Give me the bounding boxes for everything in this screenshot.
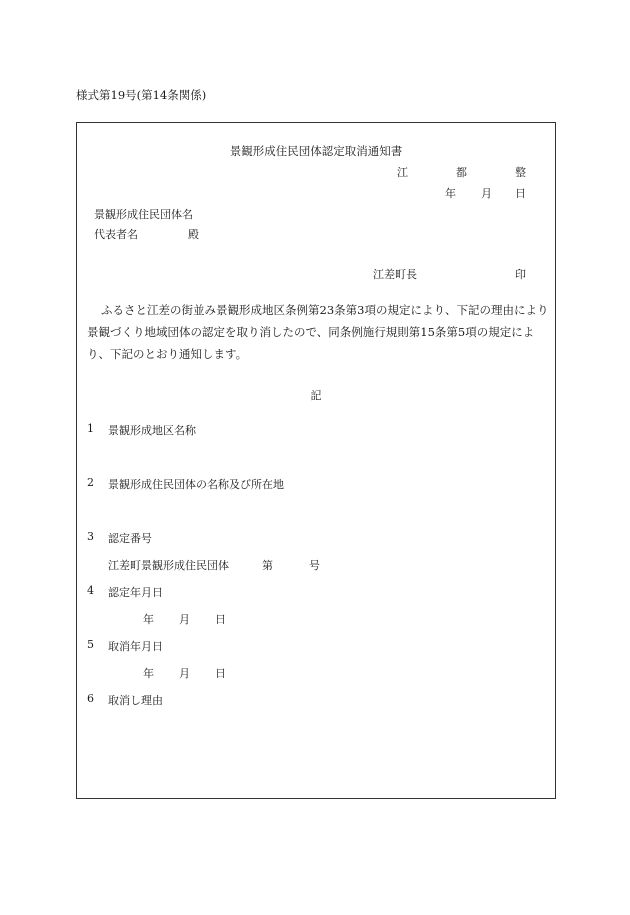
seal-mark: 印 <box>515 268 526 281</box>
item-3-number: 3 <box>87 530 94 543</box>
address-char-1: 江 <box>397 166 408 179</box>
cert-number-go: 号 <box>309 559 320 572</box>
item-6-number: 6 <box>87 692 94 705</box>
item-3-label: 認定番号 <box>108 532 152 545</box>
sender-title: 江差町長 <box>373 268 417 281</box>
issue-date-year: 年 <box>445 187 456 200</box>
document-title: 景観形成住民団体認定取消通知書 <box>229 144 403 158</box>
form-number: 様式第19号(第14条関係) <box>76 88 207 102</box>
item-5-number: 5 <box>87 638 94 651</box>
revoke-date-year: 年 <box>143 667 154 680</box>
notice-body: ふるさと江差の街並み景観形成地区条例第23条第3項の規定により、下記の理由により景観づくり地域団体の認定を取り消したので、同条例施行規則第15条第5項の規定により、下記のとおり通知します。 <box>87 303 549 361</box>
item-4-number: 4 <box>87 584 94 597</box>
cert-date-month: 月 <box>179 613 190 626</box>
cert-number-prefix: 江差町景観形成住民団体 <box>108 559 229 572</box>
cert-number-dai: 第 <box>262 559 273 572</box>
item-4-label: 認定年月日 <box>108 586 163 599</box>
item-1-number: 1 <box>87 422 94 435</box>
item-1-label: 景観形成地区名称 <box>108 424 196 437</box>
issue-date-day: 日 <box>515 187 526 200</box>
representative-label: 代表者名 <box>94 228 138 241</box>
cert-date-year: 年 <box>143 613 154 626</box>
item-6-label: 取消し理由 <box>108 694 163 707</box>
revoke-date-day: 日 <box>215 667 226 680</box>
address-char-2: 都 <box>456 166 467 179</box>
ki-heading: 記 <box>310 389 322 402</box>
address-char-3: 整 <box>515 166 526 179</box>
revoke-date-month: 月 <box>179 667 190 680</box>
group-name-label: 景観形成住民団体名 <box>94 208 193 221</box>
cert-date-day: 日 <box>215 613 226 626</box>
issue-date-month: 月 <box>481 187 492 200</box>
item-2-number: 2 <box>87 476 94 489</box>
item-2-label: 景観形成住民団体の名称及び所在地 <box>108 478 284 491</box>
notice-form <box>76 122 556 799</box>
honorific: 殿 <box>188 228 199 241</box>
item-5-label: 取消年月日 <box>108 640 163 653</box>
